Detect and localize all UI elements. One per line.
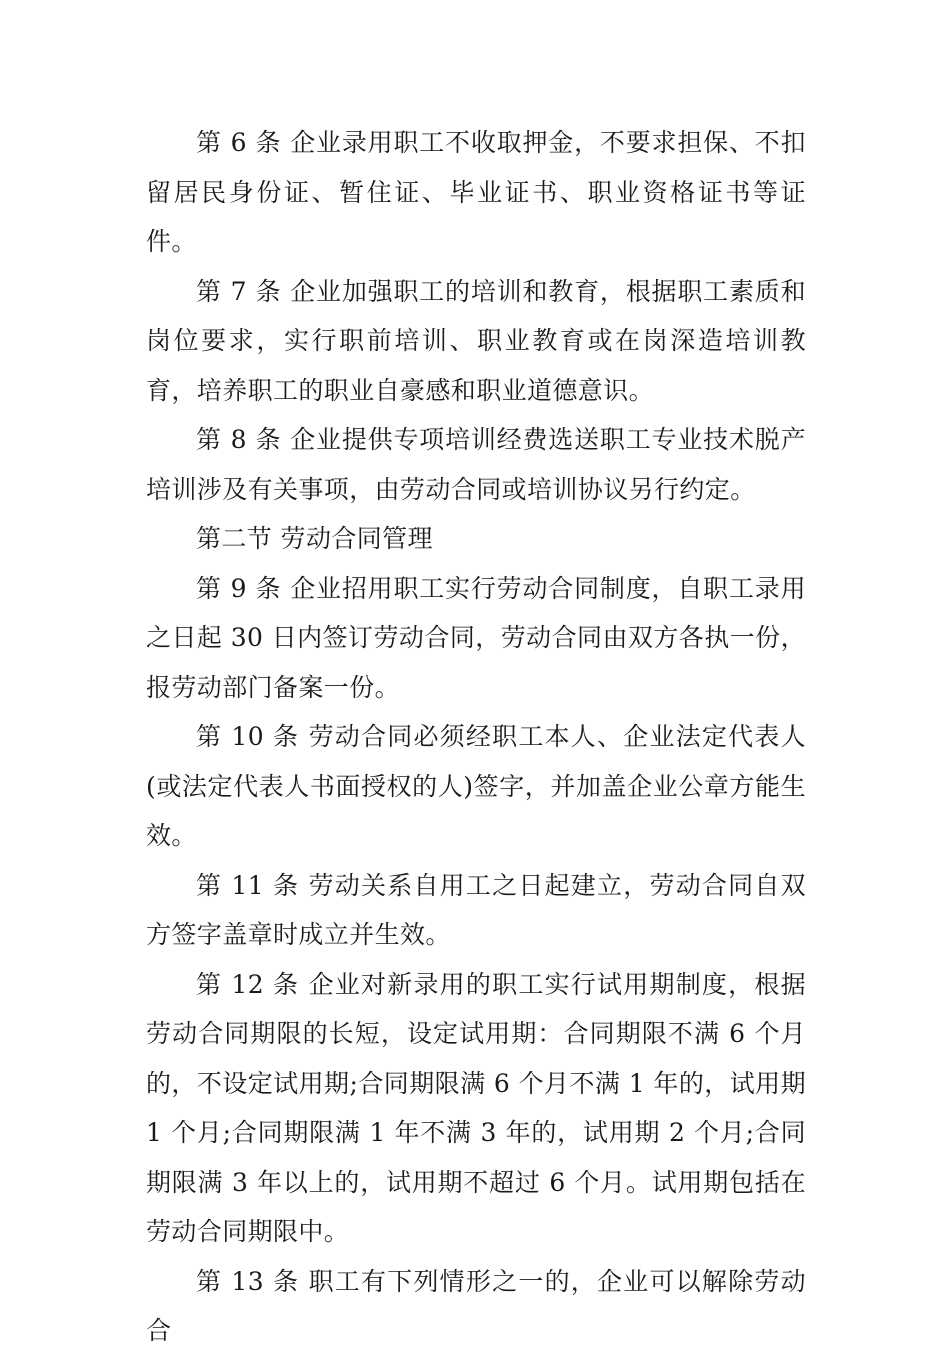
- article-6-paragraph: 第 6 条 企业录用职工不收取押金，不要求担保、不扣留居民身份证、暂住证、毕业证书、职业资格证书等证件。: [146, 128, 806, 256]
- document-body: [146, 118, 806, 1356]
- section-heading: 第二节 劳动合同管理: [196, 524, 433, 553]
- article-8-paragraph: 第 8 条 企业提供专项培训经费选送职工专业技术脱产培训涉及有关事项，由劳动合同或培训协议另行约定。: [146, 425, 806, 504]
- article-7-paragraph: 第 7 条 企业加强职工的培训和教育，根据职工素质和岗位要求，实行职前培训、职业教育或在岗深造培训教育，培养职工的职业自豪感和职业道德意识。: [146, 276, 806, 405]
- article-10-paragraph: 第 10 条 劳动合同必须经职工本人、企业法定代表人(或法定代表人书面授权的人)签字，并加盖企业公章方能生效。: [146, 722, 806, 850]
- article-12-paragraph: 第 12 条 企业对新录用的职工实行试用期制度，根据劳动合同期限的长短，设定试用期：合同期限不满 6 个月的，不设定试用期;合同期限满 6 个月不满 1 年的，试用期 1 个月;合同期限满 1 年不满 3 年的，试用期 2 个月;合同期限满 3 年以上的，试用期不超过 6 个月。试用期包括在劳动合同期限中。: [146, 969, 806, 1246]
- article-11-paragraph: 第 11 条 劳动关系自用工之日起建立，劳动合同自双方签字盖章时成立并生效。: [146, 870, 806, 949]
- article-13-paragraph: 第 13 条 职工有下列情形之一的，企业可以解除劳动合: [146, 1266, 806, 1345]
- article-9-paragraph: 第 9 条 企业招用职工实行劳动合同制度，自职工录用之日起 30 日内签订劳动合同，劳动合同由双方各执一份，报劳动部门备案一份。: [146, 573, 806, 702]
